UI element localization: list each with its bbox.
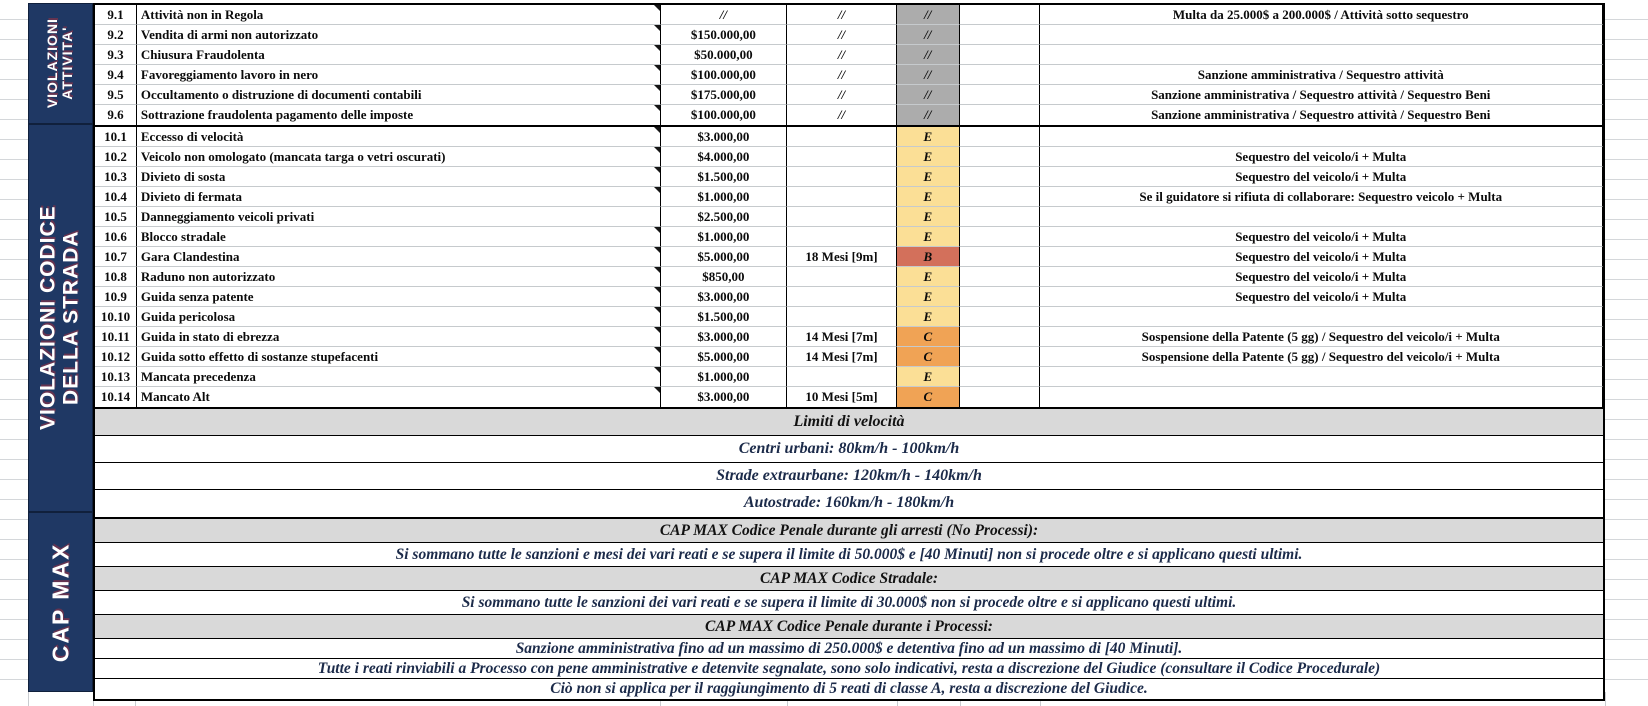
cell-jail-term[interactable] <box>787 187 897 207</box>
cell-jail-term[interactable]: // <box>787 85 897 105</box>
cell-crime-class[interactable]: // <box>897 65 960 85</box>
cell-empty[interactable] <box>960 167 1040 187</box>
cell-fine-amount[interactable]: $175.000,00 <box>661 85 788 105</box>
cell-description[interactable]: Blocco stradale <box>137 227 661 247</box>
cell-fine-amount[interactable]: $1.500,00 <box>661 167 788 187</box>
right-gutter-gridlines <box>1605 0 1648 706</box>
section-header-label: VIOLAZIONI ATTIVITA' <box>44 18 76 109</box>
cell-crime-class[interactable]: E <box>897 287 960 307</box>
cell-note[interactable]: Sequestro del veicolo/i + Multa <box>1040 247 1604 267</box>
cell-fine-amount[interactable]: $3.000,00 <box>661 327 788 347</box>
speed-limits-band <box>93 407 1605 517</box>
cell-fine-amount[interactable]: $100.000,00 <box>661 105 788 125</box>
band-text-cell[interactable]: Autostrade: 160km/h - 180km/h <box>95 490 1603 517</box>
cell-empty[interactable] <box>960 227 1040 247</box>
cap-max-band <box>93 517 1605 701</box>
cell-note[interactable]: Sequestro del veicolo/i + Multa <box>1040 147 1604 167</box>
cell-description[interactable]: Raduno non autorizzato <box>137 267 661 287</box>
cell-description[interactable]: Favoreggiamento lavoro in nero <box>137 65 661 85</box>
cell-article-number[interactable]: 10.12 <box>95 347 137 367</box>
table-row <box>95 65 1603 85</box>
cell-article-number[interactable]: 10.2 <box>95 147 137 167</box>
table-row <box>95 187 1603 207</box>
comment-marker-icon <box>654 367 660 373</box>
cell-note[interactable]: Sequestro del veicolo/i + Multa <box>1040 267 1604 287</box>
cell-empty[interactable] <box>960 347 1040 367</box>
comment-marker-icon <box>654 105 660 111</box>
cell-empty[interactable] <box>960 367 1040 387</box>
comment-marker-icon <box>654 347 660 353</box>
cell-note[interactable]: Sanzione amministrativa / Sequestro attività / Sequestro Beni <box>1040 85 1604 105</box>
cell-jail-term[interactable]: // <box>787 105 897 125</box>
table-row <box>95 45 1603 65</box>
comment-marker-icon <box>654 127 660 133</box>
band-header-cell[interactable]: CAP MAX Codice Stradale: <box>95 567 1603 591</box>
violations-table <box>93 3 1605 701</box>
band-text-cell[interactable]: Si sommano tutte le sanzioni e mesi dei vari reati e se supera il limite di 50.000$ e [40 Minuti] non si procede oltre e si applicano questi ultimi. <box>95 543 1603 567</box>
cell-empty[interactable] <box>960 105 1040 125</box>
cell-crime-class[interactable]: // <box>897 5 960 25</box>
cell-article-number[interactable]: 10.14 <box>95 387 137 407</box>
cell-crime-class[interactable]: // <box>897 105 960 125</box>
cell-note[interactable] <box>1040 387 1604 407</box>
gridline <box>1605 692 1606 706</box>
band-text-cell[interactable]: Si sommano tutte le sanzioni dei vari reati e se supera il limite di 30.000$ non si procede oltre e si applicano questi ultimi. <box>95 591 1603 615</box>
comment-marker-icon <box>654 65 660 71</box>
cell-crime-class[interactable]: E <box>897 267 960 287</box>
cell-empty[interactable] <box>960 25 1040 45</box>
cell-crime-class[interactable]: C <box>897 347 960 367</box>
cell-note[interactable]: Sanzione amministrativa / Sequestro attività / Sequestro Beni <box>1040 105 1604 125</box>
cell-jail-term[interactable]: // <box>787 65 897 85</box>
section-header-label: CAP MAX <box>47 542 74 662</box>
cell-jail-term[interactable]: 14 Mesi [7m] <box>787 347 897 367</box>
table-row <box>95 25 1603 45</box>
band-text-cell[interactable]: Centri urbani: 80km/h - 100km/h <box>95 436 1603 463</box>
cell-empty[interactable] <box>960 5 1040 25</box>
cell-crime-class[interactable]: E <box>897 207 960 227</box>
rows-violazioni-strada <box>93 125 1605 407</box>
cell-fine-amount[interactable]: $1.000,00 <box>661 227 788 247</box>
table-row <box>95 105 1603 125</box>
cell-note[interactable]: Sospensione della Patente (5 gg) / Sequestro del veicolo/i + Multa <box>1040 347 1604 367</box>
cell-article-number[interactable]: 10.4 <box>95 187 137 207</box>
table-row <box>95 147 1603 167</box>
section-header-label: VIOLAZIONI CODICE DELLA STRADA <box>36 205 83 431</box>
cell-jail-term[interactable] <box>787 287 897 307</box>
cell-jail-term[interactable]: // <box>787 25 897 45</box>
cell-jail-term[interactable]: 10 Mesi [5m] <box>787 387 897 407</box>
cell-note[interactable]: Sospensione della Patente (5 gg) / Sequestro del veicolo/i + Multa <box>1040 327 1604 347</box>
table-row <box>95 227 1603 247</box>
cell-empty[interactable] <box>960 307 1040 327</box>
section-header-violazioni-attivita[interactable] <box>28 3 93 124</box>
cell-jail-term[interactable]: // <box>787 45 897 65</box>
cell-article-number[interactable]: 9.5 <box>95 85 137 105</box>
cell-fine-amount[interactable]: $3.000,00 <box>661 287 788 307</box>
cell-note[interactable]: Sequestro del veicolo/i + Multa <box>1040 227 1604 247</box>
cell-crime-class[interactable]: // <box>897 25 960 45</box>
band-text-cell[interactable]: Strade extraurbane: 120km/h - 140km/h <box>95 463 1603 490</box>
band-header-cell[interactable]: CAP MAX Codice Penale durante gli arresti (No Processi): <box>95 519 1603 543</box>
cell-note[interactable]: Sequestro del veicolo/i + Multa <box>1040 287 1604 307</box>
table-row <box>95 207 1603 227</box>
table-row <box>95 367 1603 387</box>
cell-empty[interactable] <box>960 267 1040 287</box>
cell-article-number[interactable]: 10.5 <box>95 207 137 227</box>
band-text-cell[interactable]: Tutte i reati rinviabili a Processo con pene amministrative e detenvite segnalate, sono solo indicativi, resta a discrezione del Giudice (consultare il Codice Procedurale) <box>95 659 1603 679</box>
cell-fine-amount[interactable]: $1.000,00 <box>661 187 788 207</box>
cell-fine-amount[interactable]: $100.000,00 <box>661 65 788 85</box>
table-row <box>95 327 1603 347</box>
cell-description[interactable]: Eccesso di velocità <box>137 127 661 147</box>
cell-article-number[interactable]: 10.6 <box>95 227 137 247</box>
cell-fine-amount[interactable]: $50.000,00 <box>661 45 788 65</box>
comment-marker-icon <box>654 147 660 153</box>
cell-note[interactable] <box>1040 45 1604 65</box>
cell-jail-term[interactable]: // <box>787 5 897 25</box>
comment-marker-icon <box>654 5 660 11</box>
rows-violazioni-attivita <box>93 3 1605 125</box>
cell-crime-class[interactable]: // <box>897 45 960 65</box>
cell-description[interactable]: Veicolo non omologato (mancata targa o vetri oscurati) <box>137 147 661 167</box>
cell-article-number[interactable]: 10.8 <box>95 267 137 287</box>
comment-marker-icon <box>654 45 660 51</box>
cell-fine-amount[interactable]: $150.000,00 <box>661 25 788 45</box>
cell-fine-amount[interactable]: $5.000,00 <box>661 247 788 267</box>
gridline <box>28 692 29 706</box>
cell-empty[interactable] <box>960 207 1040 227</box>
cell-fine-amount[interactable]: $4.000,00 <box>661 147 788 167</box>
cell-article-number[interactable]: 9.1 <box>95 5 137 25</box>
cell-description[interactable]: Guida senza patente <box>137 287 661 307</box>
cell-description[interactable]: Mancata precedenza <box>137 367 661 387</box>
cell-jail-term[interactable] <box>787 167 897 187</box>
comment-marker-icon <box>654 187 660 193</box>
comment-marker-icon <box>654 287 660 293</box>
cell-empty[interactable] <box>960 287 1040 307</box>
cell-note[interactable] <box>1040 307 1604 327</box>
cell-note[interactable] <box>1040 25 1604 45</box>
cell-empty[interactable] <box>960 127 1040 147</box>
cell-empty[interactable] <box>960 187 1040 207</box>
cell-fine-amount[interactable]: $5.000,00 <box>661 347 788 367</box>
cell-empty[interactable] <box>960 85 1040 105</box>
cell-fine-amount[interactable]: $3.000,00 <box>661 387 788 407</box>
comment-marker-icon <box>654 327 660 333</box>
band-text-cell[interactable]: Sanzione amministrativa fino ad un massimo di 250.000$ e detentiva fino ad un massimo di [40 Minuti]. <box>95 639 1603 659</box>
cell-crime-class[interactable]: // <box>897 85 960 105</box>
cell-fine-amount[interactable]: $3.000,00 <box>661 127 788 147</box>
cell-crime-class[interactable]: C <box>897 387 960 407</box>
cell-empty[interactable] <box>960 147 1040 167</box>
table-row <box>95 267 1603 287</box>
cell-note[interactable]: Sequestro del veicolo/i + Multa <box>1040 167 1604 187</box>
cell-crime-class[interactable]: E <box>897 227 960 247</box>
cell-fine-amount[interactable]: $1.000,00 <box>661 367 788 387</box>
cell-article-number[interactable]: 9.4 <box>95 65 137 85</box>
cell-crime-class[interactable]: E <box>897 167 960 187</box>
cell-article-number[interactable]: 10.10 <box>95 307 137 327</box>
cell-empty[interactable] <box>960 327 1040 347</box>
cell-crime-class[interactable]: E <box>897 307 960 327</box>
cell-article-number[interactable]: 9.3 <box>95 45 137 65</box>
cell-jail-term[interactable] <box>787 207 897 227</box>
cell-description[interactable]: Guida pericolosa <box>137 307 661 327</box>
table-row <box>95 167 1603 187</box>
table-row <box>95 307 1603 327</box>
cell-description[interactable]: Sottrazione fraudolenta pagamento delle imposte <box>137 105 661 125</box>
cell-fine-amount[interactable]: $850,00 <box>661 267 788 287</box>
cell-crime-class[interactable]: B <box>897 247 960 267</box>
cell-note[interactable]: Se il guidatore si rifiuta di collaborare: Sequestro veicolo + Multa <box>1040 187 1604 207</box>
cell-jail-term[interactable] <box>787 147 897 167</box>
cell-article-number[interactable]: 9.2 <box>95 25 137 45</box>
cell-note[interactable]: Sanzione amministrativa / Sequestro attività <box>1040 65 1604 85</box>
band-text-cell[interactable]: Ciò non si applica per il raggiungimento di 5 reati di classe A, resta a discrezione del Giudice. <box>95 679 1603 699</box>
cell-description[interactable]: Mancato Alt <box>137 387 661 407</box>
cell-description[interactable]: Chiusura Fraudolenta <box>137 45 661 65</box>
table-row <box>95 387 1603 407</box>
cell-article-number[interactable]: 9.6 <box>95 105 137 125</box>
cell-description[interactable]: Occultamento o distruzione di documenti contabili <box>137 85 661 105</box>
cell-description[interactable]: Attività non in Regola <box>137 5 661 25</box>
cell-jail-term[interactable]: 18 Mesi [9m] <box>787 247 897 267</box>
cell-empty[interactable] <box>960 387 1040 407</box>
cell-crime-class[interactable]: E <box>897 367 960 387</box>
section-header-cap-max[interactable] <box>28 512 93 692</box>
table-row <box>95 5 1603 25</box>
cell-fine-amount[interactable]: $1.500,00 <box>661 307 788 327</box>
cell-jail-term[interactable] <box>787 127 897 147</box>
comment-marker-icon <box>654 25 660 31</box>
band-header-cell[interactable]: CAP MAX Codice Penale durante i Processi: <box>95 615 1603 639</box>
cell-empty[interactable] <box>960 247 1040 267</box>
cell-crime-class[interactable]: E <box>897 147 960 167</box>
cell-note[interactable] <box>1040 207 1604 227</box>
section-header-violazioni-codice-strada[interactable] <box>28 124 93 512</box>
cell-jail-term[interactable] <box>787 307 897 327</box>
cell-description[interactable]: Divieto di fermata <box>137 187 661 207</box>
cell-note[interactable]: Multa da 25.000$ a 200.000$ / Attività sotto sequestro <box>1040 5 1604 25</box>
cell-description[interactable]: Gara Clandestina <box>137 247 661 267</box>
cell-jail-term[interactable]: 14 Mesi [7m] <box>787 327 897 347</box>
cell-description[interactable]: Danneggiamento veicoli privati <box>137 207 661 227</box>
cell-article-number[interactable]: 10.7 <box>95 247 137 267</box>
cell-description[interactable]: Guida sotto effetto di sostanze stupefacenti <box>137 347 661 367</box>
table-row <box>95 247 1603 267</box>
comment-marker-icon <box>654 267 660 273</box>
cell-article-number[interactable]: 10.9 <box>95 287 137 307</box>
comment-marker-icon <box>654 167 660 173</box>
cell-description[interactable]: Vendita di armi non autorizzato <box>137 25 661 45</box>
cell-note[interactable] <box>1040 127 1604 147</box>
cell-note[interactable] <box>1040 367 1604 387</box>
cell-article-number[interactable]: 10.13 <box>95 367 137 387</box>
table-row <box>95 127 1603 147</box>
band-header-cell[interactable]: Limiti di velocità <box>95 409 1603 436</box>
comment-marker-icon <box>654 247 660 253</box>
cell-fine-amount[interactable]: // <box>661 5 788 25</box>
comment-marker-icon <box>654 227 660 233</box>
cell-crime-class[interactable]: E <box>897 187 960 207</box>
table-row <box>95 287 1603 307</box>
cell-article-number[interactable]: 10.11 <box>95 327 137 347</box>
cell-fine-amount[interactable]: $2.500,00 <box>661 207 788 227</box>
cell-description[interactable]: Divieto di sosta <box>137 167 661 187</box>
cell-crime-class[interactable]: E <box>897 127 960 147</box>
comment-marker-icon <box>654 85 660 91</box>
cell-empty[interactable] <box>960 45 1040 65</box>
comment-marker-icon <box>654 307 660 313</box>
cell-crime-class[interactable]: C <box>897 327 960 347</box>
comment-marker-icon <box>654 387 660 393</box>
cell-description[interactable]: Guida in stato di ebrezza <box>137 327 661 347</box>
table-row <box>95 85 1603 105</box>
cell-jail-term[interactable] <box>787 227 897 247</box>
cell-empty[interactable] <box>960 65 1040 85</box>
cell-jail-term[interactable] <box>787 267 897 287</box>
cell-article-number[interactable]: 10.3 <box>95 167 137 187</box>
cell-jail-term[interactable] <box>787 367 897 387</box>
left-gutter-gridlines <box>0 0 28 706</box>
table-row <box>95 347 1603 367</box>
cell-article-number[interactable]: 10.1 <box>95 127 137 147</box>
